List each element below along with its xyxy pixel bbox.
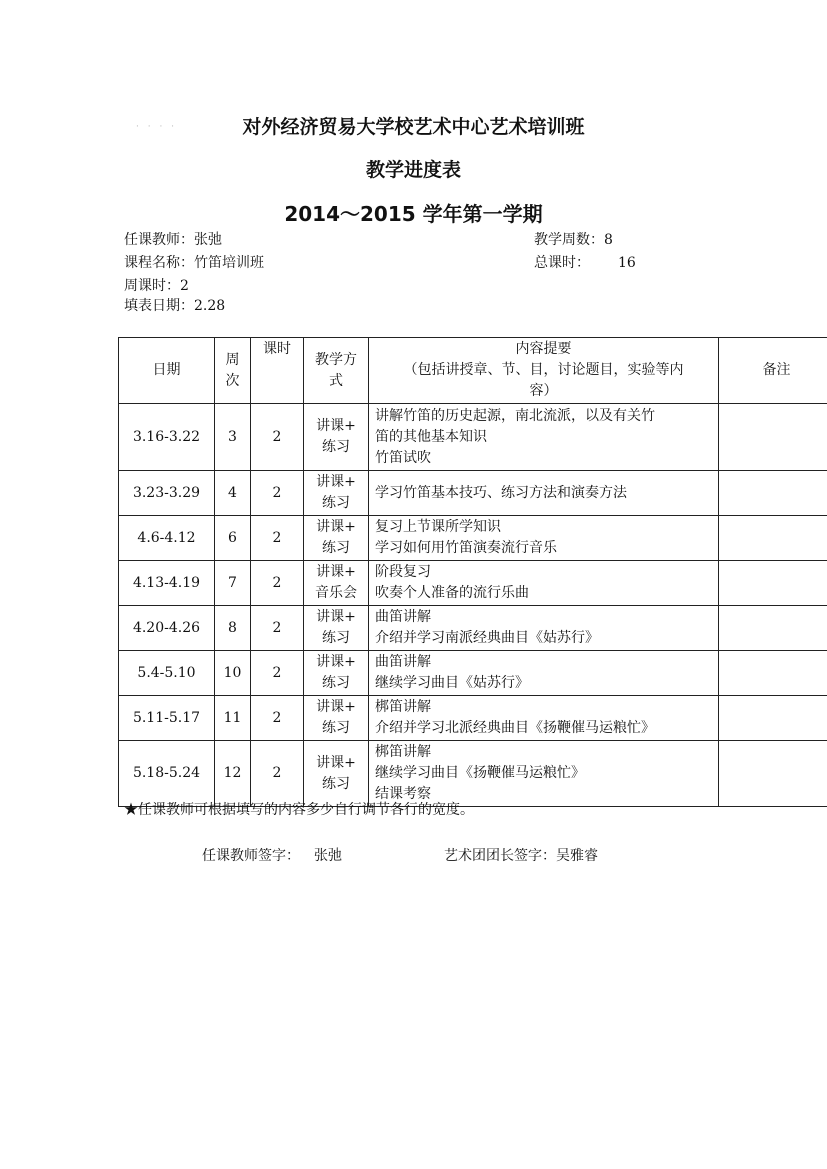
content-line: 竹笛试吹 [375,449,431,466]
cell-date: 4.13-4.19 [119,561,215,606]
table-header-row [119,338,827,404]
cell-hours: 2 [251,651,304,696]
content-line: 介绍并学习南派经典曲目《姑苏行》 [375,630,599,646]
content-line: 结课考察 [375,786,431,802]
cell-notes [719,471,827,516]
cell-date: 4.20-4.26 [119,606,215,651]
page-title: 对外经济贸易大学校艺术中心艺术培训班 [242,116,585,138]
content-line: 梆笛讲解 [375,699,431,715]
course-info: 课程名称：竹笛培训班 [124,255,264,271]
method-line: 练习 [322,439,350,455]
teacher-signature [202,846,342,866]
cell-week: 6 [215,516,251,561]
content-line: 曲笛讲解 [375,654,431,670]
total-hours-label: 总课时： [534,255,590,271]
cell-content [369,741,719,807]
semester-title: 2014～2015 学年第一学期 [284,202,543,226]
method-line: 练习 [322,540,350,556]
content-line: 曲笛讲解 [375,609,431,625]
cell-method [304,696,369,741]
faint-dots: · · · · [136,122,178,132]
method-line: 讲课+ [316,654,356,670]
cell-date: 4.6-4.12 [119,516,215,561]
method-line: 讲课+ [316,519,356,535]
content-line: 吹奏个人准备的流行乐曲 [375,585,529,601]
cell-content [369,606,719,651]
footnote: ★任课教师可根据填写的内容多少自行调节各行的宽度。 [124,802,474,818]
teacher-info: 任课教师：张弛 [124,232,222,248]
cell-notes [719,516,827,561]
table-row [119,606,827,651]
cell-hours: 2 [251,606,304,651]
leader-signature: 艺术团团长签字：吴雅睿 [444,848,598,864]
cell-date: 3.16-3.22 [119,404,215,471]
table-row [119,696,827,741]
method-line: 练习 [322,775,350,792]
schedule-table [118,337,827,807]
method-line: 讲课+ [316,418,356,434]
method-line: 讲课+ [316,754,356,771]
cell-date: 5.11-5.17 [119,696,215,741]
cell-method [304,471,369,516]
table-row [119,741,827,807]
fill-date-info: 填表日期：2.28 [124,298,226,314]
cell-hours: 2 [251,471,304,516]
content-line: 复习上节课所学知识 [375,519,501,535]
cell-notes [719,696,827,741]
cell-method [304,606,369,651]
cell-date: 5.18-5.24 [119,741,215,807]
cell-week: 3 [215,404,251,471]
method-line: 练习 [322,720,350,736]
table-row [119,516,827,561]
content-line: 继续学习曲目《姑苏行》 [375,675,529,691]
cell-date: 5.4-5.10 [119,651,215,696]
header-hours: 课时 [251,338,304,404]
content-line: 学习如何用竹笛演奏流行音乐 [375,540,557,556]
cell-content [369,404,719,471]
method-line: 练习 [322,675,350,691]
table-row [119,561,827,606]
cell-content [369,561,719,606]
cell-method [304,561,369,606]
total-hours-value: 16 [618,255,636,271]
method-line: 讲课+ [316,564,356,580]
content-line: 介绍并学习北派经典曲目《扬鞭催马运粮忙》 [375,720,655,736]
cell-notes [719,561,827,606]
cell-notes [719,741,827,807]
total-hours-info [534,253,636,273]
cell-week: 10 [215,651,251,696]
content-line: 阶段复习 [375,564,431,580]
table-row [119,651,827,696]
page-subtitle: 教学进度表 [365,159,461,181]
cell-method [304,651,369,696]
header-date: 日期 [119,338,215,404]
cell-hours: 2 [251,696,304,741]
cell-notes [719,404,827,471]
header-method: 教学方 式 [304,338,369,404]
method-line: 讲课+ [316,474,356,490]
teacher-signature-label: 任课教师签字： [202,848,300,864]
weekly-hours-info: 周课时：2 [124,278,189,294]
cell-hours: 2 [251,741,304,807]
header-content: 内容提要 （包括讲授章、节、目，讨论题目，实验等内 容） [369,338,719,404]
cell-hours: 2 [251,561,304,606]
cell-method [304,741,369,807]
method-line: 练习 [322,495,350,511]
cell-week: 12 [215,741,251,807]
content-line: 梆笛讲解 [375,744,431,760]
weeks-info: 教学周数：8 [534,232,613,248]
cell-date: 3.23-3.29 [119,471,215,516]
cell-week: 7 [215,561,251,606]
content-line: 学习竹笛基本技巧、练习方法和演奏方法 [375,484,627,501]
cell-week: 11 [215,696,251,741]
cell-method [304,404,369,471]
cell-notes [719,606,827,651]
table-row [119,471,827,516]
cell-content [369,516,719,561]
cell-content [369,696,719,741]
cell-content [369,471,719,516]
cell-week: 8 [215,606,251,651]
cell-hours: 2 [251,516,304,561]
table-row [119,404,827,471]
method-line: 讲课+ [316,699,356,715]
teacher-signature-name: 张弛 [314,848,342,864]
method-line: 练习 [322,630,350,646]
content-line: 笛的其他基本知识 [375,428,487,445]
cell-content [369,651,719,696]
content-line: 继续学习曲目《扬鞭催马运粮忙》 [375,765,585,781]
content-line: 讲解竹笛的历史起源，南北流派，以及有关竹 [375,407,655,424]
cell-week: 4 [215,471,251,516]
cell-hours: 2 [251,404,304,471]
cell-method [304,516,369,561]
method-line: 音乐会 [315,585,357,601]
cell-notes [719,651,827,696]
method-line: 讲课+ [316,609,356,625]
header-week: 周 次 [215,338,251,404]
header-notes: 备注 [719,338,827,404]
